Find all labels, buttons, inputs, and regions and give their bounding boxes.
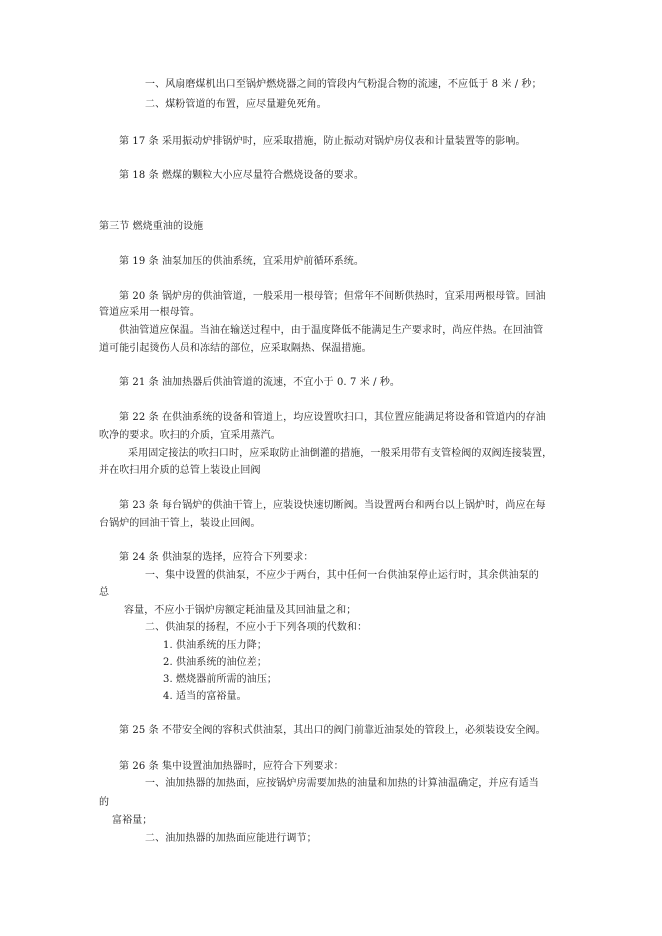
text-line: 管道应采用一根母管。 <box>99 307 200 318</box>
text-line: 并在吹扫用介质的总管上装设止回阀 <box>99 465 261 476</box>
list-item: 1. 供油系统的压力降； <box>163 640 267 651</box>
text-line: 总 <box>99 587 110 598</box>
text-line: 采用固定接法的吹扫口时，应采取防止油倒灌的措施，一般采用带有支管检阀的双阀连接装置， <box>128 448 553 459</box>
text-line: 第 20 条 锅炉房的供油管道，一般采用一根母管；但常年不间断供热时，宜采用两根母管。回油 <box>119 291 546 302</box>
section-heading: 第三节 燃烧重油的设施 <box>99 221 204 232</box>
text-line: 一、油加热器的加热面，应按锅炉房需要加热的油量和加热的计算油温确定，并应有适当 <box>145 778 539 789</box>
list-item: 3. 燃烧器前所需的油压； <box>163 674 278 685</box>
text-line: 第 25 条 不带安全阀的容积式供油泵，其出口的阀门前靠近油泵处的管段上，必须装设安全阀。 <box>119 725 546 736</box>
text-line: 容量，不应小于锅炉房额定耗油量及其回油量之和； <box>124 605 357 616</box>
text-line: 二、煤粉管道的布置，应尽量避免死角。 <box>145 99 327 110</box>
text-line: 第 18 条 燃煤的颗粒大小应尽量符合燃烧设备的要求。 <box>119 170 364 181</box>
text-line: 供油管道应保温。当油在输送过程中，由于温度降低不能满足生产要求时，尚应伴热。在回油管 <box>119 325 544 336</box>
text-line: 二、供油泵的扬程，不应小于下列各项的代数和： <box>145 622 368 633</box>
list-item: 4. 适当的富裕量。 <box>163 691 247 702</box>
text-line: 台锅炉的回油干管上，装设止回阀。 <box>99 518 261 529</box>
text-line: 第 19 条 油泵加压的供油系统，宜采用炉前循环系统。 <box>119 256 364 267</box>
text-line: 第 23 条 每台锅炉的供油干管上，应装设快速切断阀。当设置两台和两台以上锅炉时，尚应在每 <box>119 500 546 511</box>
text-line: 第 26 条 集中设置油加热器时，应符合下列要求： <box>119 761 344 772</box>
text-line: 一、风扇磨煤机出口至锅炉燃烧器之间的管段内气粉混合物的流速，不应低于 8 米 / 秒； <box>145 79 542 90</box>
text-line: 第 24 条 供油泵的选择，应符合下列要求： <box>119 552 314 563</box>
text-line: 第 21 条 油加热器后供油管道的流速，不宜小于 0. 7 米 / 秒。 <box>119 377 401 388</box>
text-line: 二、油加热器的加热面应能进行调节； <box>145 833 317 844</box>
text-line: 第 17 条 采用振动炉排锅炉时，应采取措施，防止振动对锅炉房仪表和计量装置等的影响。 <box>119 136 526 147</box>
text-line: 吹净的要求。吹扫的介质，宜采用蒸汽。 <box>99 430 281 441</box>
text-line: 富裕量； <box>112 815 153 826</box>
text-line: 道可能引起烫伤人员和冻结的部位，应采取隔热、保温措施。 <box>99 343 372 354</box>
list-item: 2. 供油系统的油位差； <box>163 657 267 668</box>
text-line: 一、集中设置的供油泵，不应少于两台，其中任何一台供油泵停止运行时，其余供油泵的 <box>145 570 539 581</box>
text-line: 第 22 条 在供油系统的设备和管道上，均应设置吹扫口，其位置应能满足将设备和管道内的存油 <box>119 412 546 423</box>
text-line: 的 <box>99 797 110 808</box>
